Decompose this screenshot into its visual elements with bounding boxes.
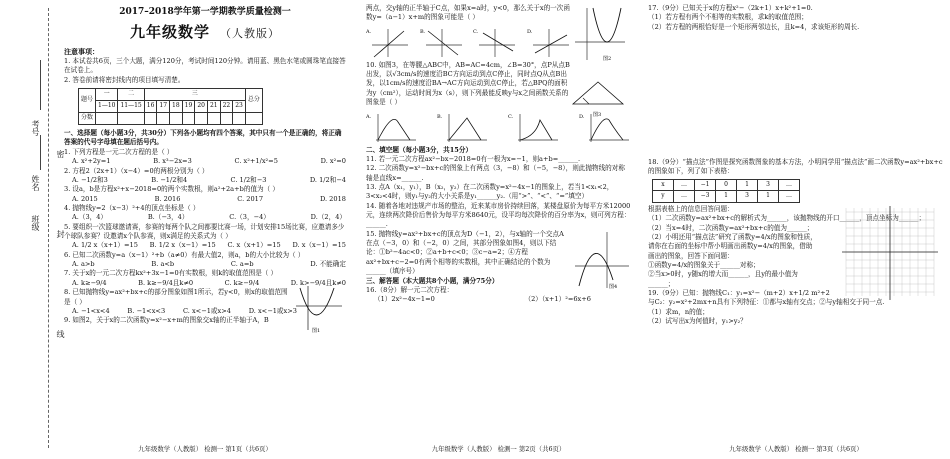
question-7-options: A. k≥−9/4 B. k≥−9/4且k≠0 C. k≥−9/4 D. k>−9/4且k≠0 xyxy=(72,278,346,287)
question-19-part-2: （2）试写出x为何值时，y₁>y₂？ xyxy=(648,317,747,326)
figure-2 xyxy=(573,6,627,64)
svg-text:B.: B. xyxy=(437,113,443,120)
question-12: 12. 二次函数y=x²−bx+c的图象上有两点（3，−8）和（−5，−8），则此抛物线的对称轴是直线x=______. xyxy=(366,164,625,182)
exam-no-label: 考号 xyxy=(31,120,40,136)
section-2-title: 二、填空题（每小题3分，共15分） xyxy=(366,145,473,154)
exam-no-field xyxy=(40,60,41,110)
svg-text:图1: 图1 xyxy=(312,328,321,335)
seal-line xyxy=(48,8,49,448)
question-19-condition: 与C₂：y₂=x²+2mx+n具有下列特征：①都与x轴有交点；②与y轴相交于同一点. xyxy=(648,298,885,307)
question-13: 13. 点A（x₁，y₁），B（x₂，y₂）在二次函数y=x²−4x−1的图象上，若当1<x₁<2，3<x₂<4时，则y₁与y₂的大小关系是y₁______y₂.（用“>”、“<”、“=”填空） xyxy=(366,182,614,201)
name-field xyxy=(40,135,41,170)
term-title: 2017–2018学年第一学期教学质量检测一 xyxy=(119,7,291,17)
question-3: 3. 设a，b是方程x²+x−2018=0的两个实数根，则a²+2a+b的值为（ ） xyxy=(64,185,279,194)
notes-heading: 注意事项： xyxy=(64,47,99,57)
svg-text:C.: C. xyxy=(473,28,479,35)
question-6: 6. 已知二次函数y=a（x−1）²+b（a≠0）有最大值2，则a，b的大小比较为（ ） xyxy=(64,250,305,259)
svg-text:C.: C. xyxy=(508,113,514,120)
q18-part-1: （1）二次函数y=ax²+bx+c的解析式为______，该抛物线的开口______，顶点坐标为______； xyxy=(648,214,926,223)
section-1-title: 一、选择题（每小题3分，共30分）下列各小题均有四个答案，其中只有一个是正确的，将正确答案的代号字母填在题后括号内。 xyxy=(64,129,342,147)
question-9-cont: 两点，交y轴的正半轴于C点，如果x=a时，y<0，那么关于x的一次函数y=（a−1）x+m的图象可能是（ ） xyxy=(366,4,570,22)
footer-page-3: 九年级数学（人教版） 检测一 第3页（共6页） xyxy=(729,444,863,453)
question-10: 10. 如图3，在等腰△ABC中，AB=AC=4cm，∠B=30°，点P从点B出发，以√3cm/s的速度沿BC方向运动到点C停止，同时点Q从点B出发，以1cm/s的速度沿BA→AC方向运动到点C停止，若△BPQ的面积为y（cm²），运动时间为x（s），则下列最能反映y与x之间函数关系的图象是（ ） xyxy=(366,60,570,107)
question-9: 9. 如图2，关于x的二次函数y=x²−x+m的图象交x轴的正半轴于A，B xyxy=(64,316,269,325)
q18-sub-1: ①函数y=4/x的图象关于______对称； xyxy=(648,260,760,269)
question-7: 7. 关于x的一元二次方程kx²+3x−1=0有实数根，则k的取值范围是（ ） xyxy=(64,269,278,278)
q18-part-3: （2）小明还用“描点法”研究了函数y=4/x的图象和性质，请你在右面的坐标中帮小明画出函数y=4/x的图象，借助画出的图象，回答下面问题： xyxy=(648,232,817,260)
question-6-options: A. a>b B. a<b C. a=b D. 不能确定 xyxy=(72,260,346,269)
q18-table: x … −1 0 1 3 … y … −3 1 3 1 … xyxy=(652,179,800,203)
page-1 xyxy=(64,4,346,454)
q18-intro: 根据表格上的信息回答问题： xyxy=(648,204,734,213)
question-1: 1. 下列方程是一元二次方程的是（ ） xyxy=(64,147,174,156)
subject-title: 九年级数学 （人教版） xyxy=(129,22,280,41)
question-4: 4. 抛物线y=2（x−3）²+4的顶点坐标是（ ） xyxy=(64,203,200,212)
question-19: 19.（9分）已知：抛物线C₁：y₁=x²−（m+2）x+1/2 m²+2 xyxy=(648,289,830,298)
question-5: 5. 要组织一次篮球邀请赛，参赛的每两个队之间都要比赛一场，计划安排15场比赛，应邀请多少个球队参赛？设邀请x个队参赛，则x满足的关系式为（ ） xyxy=(64,222,345,241)
score-table: 题号 一 二 三 总分 1—10 11—15 16 17 18 19 20 21 22 23 分数 xyxy=(78,88,263,125)
question-11: 11. 若一元二次方程ax²−bx−2018=0有一根为x=−1，则a+b=______. xyxy=(366,154,581,163)
q10-graph-c xyxy=(508,110,560,144)
svg-text:图2: 图2 xyxy=(603,56,612,62)
svg-text:A.: A. xyxy=(366,113,372,120)
figure-4 xyxy=(573,230,631,290)
question-17-part-2: （2）若方程的两根恰好是一个矩形两邻边长，且k=4，求该矩形的周长. xyxy=(648,22,860,31)
q18-coordinate-grid xyxy=(840,204,940,304)
question-17: 17.（9分）已知关于x的方程x²−（2k+1）x+k²+1=0. xyxy=(648,4,813,12)
question-15: 15. 抛物线y=ax²+bx+c的顶点为D（−1，2），与x轴的一个交点A在点（−3，0）和（−2，0）之间，其部分图象如图4，则以下结论：①b²−4ac<0；②a+b+c<0；③c−a=2；④方程ax²+bx+c−2=0有两个相等的实数根，其中正确结论的个数为______（填序号） xyxy=(366,229,564,276)
question-1-options: A. x²+2y=1 B. x³−2x=3 C. x²+1/x²=5 D. x²=0 xyxy=(72,157,346,166)
question-3-options: A. 2015 B. 2016 C. 2017 D. 2018 xyxy=(72,194,346,203)
class-label: 班级 xyxy=(31,215,40,231)
question-16-parts: （1）2x²−4x−1=0 （2）（x+1）²=6x+6 xyxy=(374,295,591,304)
question-14: 14. 随着各地对违规产市场的整治，近来某市房价持续回落，某楼盘原价为每平方米12000元，连续两次降价后售价为每平方米8640元，设平均每次降价的百分率为x，则可列方程：______. xyxy=(366,201,631,229)
question-2-options: A. −1/2和3 B. −1/2和4 C. 1/2和−3 D. 1/2和−4 xyxy=(72,175,346,184)
figure-1 xyxy=(294,284,344,334)
section-3-title: 三、解答题（本大题共8个小题，满分75分） xyxy=(366,276,499,285)
svg-text:图3: 图3 xyxy=(593,112,602,118)
q9-graph-a xyxy=(366,25,410,59)
question-17-part-1: （1）若方程有两个不相等的实数根，求k的取值范围； xyxy=(648,13,808,22)
svg-text:A.: A. xyxy=(366,28,372,35)
q18-sub-2: ②当x>0时，y随x的增大而______，且y的最小值为______； xyxy=(648,270,798,288)
question-5-options: A. 1/2 x（x+1）=15 B. 1/2 x（x−1）=15 C. x（x+1）=15 D. x（x−1）=15 xyxy=(72,241,346,250)
footer-page-2: 九年级数学（人教版） 检测一 第2页（共6页） xyxy=(431,444,566,453)
page-2 xyxy=(366,4,631,454)
question-8-options: A. −1<x<4 B. −1<x<3 C. x<−1或x>4 D. x<−1或x>3 xyxy=(72,306,297,315)
q18-part-2: （2）当x=4时，二次函数y=ax²+bx+c的值为______； xyxy=(648,223,814,232)
note-2: 2. 答卷前请将密封线内的项目填写清楚。 xyxy=(64,75,185,84)
question-8: 8. 已知抛物线y=ax²+bx+c的部分图象如图1所示，若y<0，则x的取值范围是（ ） xyxy=(64,288,288,306)
page-3 xyxy=(648,4,944,454)
question-2: 2. 方程2（2x+1）（x−4）=0的两根分别为（ ） xyxy=(64,166,209,175)
seal-char-2: 封 xyxy=(56,230,65,238)
seal-char-3: 线 xyxy=(56,330,65,338)
name-label: 姓名 xyxy=(31,175,40,191)
q10-graph-a xyxy=(366,110,418,144)
figure-3 xyxy=(569,74,627,118)
q9-graph-d xyxy=(527,25,571,59)
note-1: 1. 本试卷共6页，三个大题，满分120分，考试时间120分钟。请用蓝、黑色水笔或圆珠笔直接答在试卷上。 xyxy=(64,57,346,75)
question-19-part-1: （1）求m，n的值； xyxy=(648,307,709,316)
question-18: 18.（9分）“描点法”作图是探究函数图象的基本方法，小明同学用“描点法”画二次函数y=ax²+bx+c的图象如下，列了如下表格： xyxy=(648,158,943,176)
question-16: 16.（8分）解一元二次方程： xyxy=(366,285,454,294)
binding-margin xyxy=(0,0,65,459)
q9-graph-b xyxy=(420,25,464,59)
question-4-options: A.（3，4） B.（−3，4） C.（3，−4） D.（2，4） xyxy=(72,213,346,222)
question-9-figures xyxy=(366,25,571,59)
footer-page-1: 九年级数学（人教版） 检测一 第1页（共6页） xyxy=(138,444,272,453)
q10-graph-b xyxy=(437,110,489,144)
svg-text:D.: D. xyxy=(579,113,585,120)
svg-text:图4: 图4 xyxy=(609,283,618,290)
seal-char: 密 xyxy=(56,150,65,158)
svg-text:D.: D. xyxy=(526,28,533,35)
svg-text:B.: B. xyxy=(419,28,425,35)
q9-graph-c xyxy=(473,25,517,59)
